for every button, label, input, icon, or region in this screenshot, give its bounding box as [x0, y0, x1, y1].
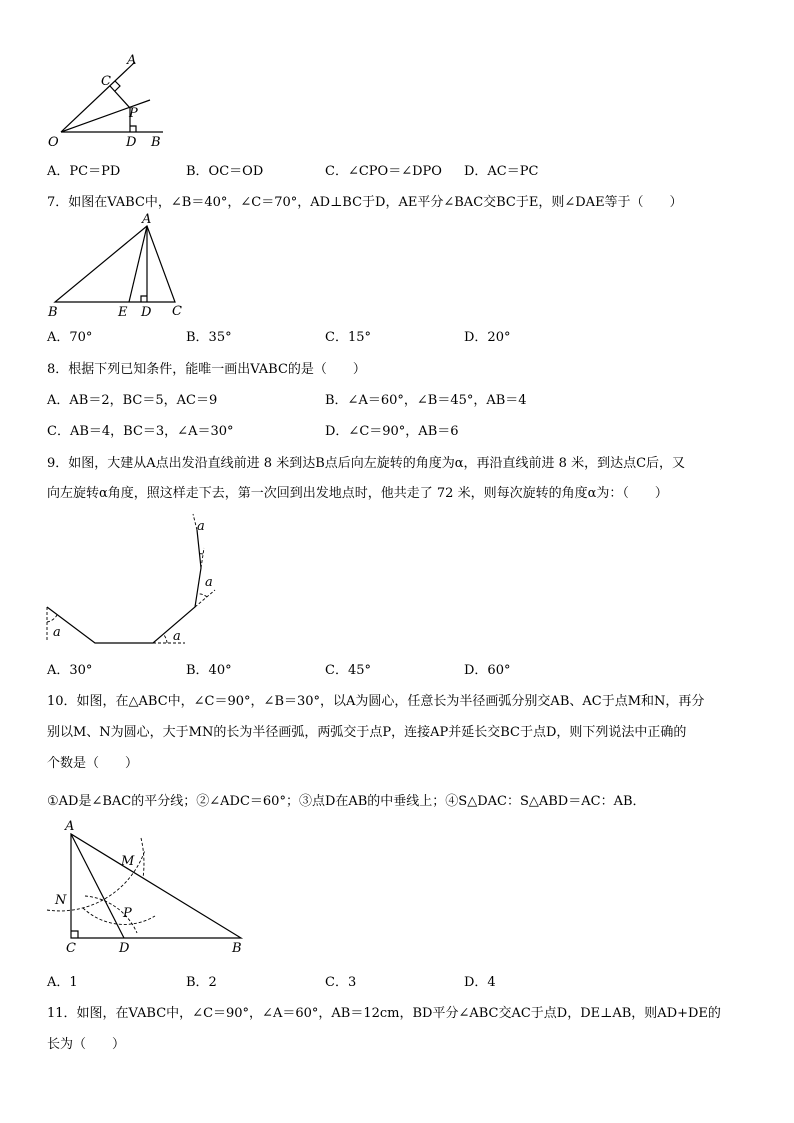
q6-label-c: C — [101, 74, 111, 89]
q10-label-p: P — [123, 906, 132, 921]
q10-option-d[interactable]: D．4 — [464, 975, 496, 990]
q8-option-a[interactable]: A．AB＝2，BC＝5，AC＝9 — [47, 393, 218, 408]
q9-option-c[interactable]: C．45° — [325, 663, 371, 678]
q10-label-m: M — [121, 854, 135, 869]
q9-option-d[interactable]: D．60° — [464, 663, 511, 678]
q6-label-o: O — [48, 135, 59, 150]
q9-figure — [45, 512, 245, 652]
q9-option-a[interactable]: A．30° — [47, 663, 93, 678]
q7-option-c[interactable]: C．15° — [325, 330, 371, 345]
q8-option-c[interactable]: C．AB＝4，BC＝3，∠A＝30° — [47, 424, 234, 439]
q10-label-d: D — [119, 941, 130, 956]
q10-label-a: A — [65, 819, 75, 834]
q10-stem-line3: 个数是（ ） — [47, 756, 139, 771]
q7-label-a: A — [142, 212, 152, 227]
q6-label-a: A — [127, 53, 137, 68]
q10-statements: ①AD是∠BAC的平分线；②∠ADC＝60°；③点D在AB的中垂线上；④S△DAC：S△ABD＝AC：AB． — [47, 794, 646, 809]
q8-stem: 8．根据下列已知条件，能唯一画出VABC的是（ ） — [47, 362, 366, 377]
q6-option-d[interactable]: D．AC＝PC — [464, 164, 539, 179]
q11-stem-line2: 长为（ ） — [47, 1037, 126, 1052]
q9-label-alpha-3: a — [205, 575, 213, 590]
q10-option-b[interactable]: B．2 — [186, 975, 217, 990]
q9-label-alpha-2: a — [173, 629, 181, 644]
q10-stem-line1: 10．如图，在△ABC中，∠C＝90°，∠B＝30°，以A为圆心，任意长为半径画弧分别交AB、AC于点M和N，再分 — [47, 694, 705, 709]
q6-option-c[interactable]: C．∠CPO＝∠DPO — [325, 164, 442, 179]
q9-label-alpha-4: a — [197, 519, 205, 534]
q7-label-e: E — [118, 305, 128, 320]
q6-option-b[interactable]: B．OC＝OD — [186, 164, 264, 179]
q10-label-n: N — [55, 893, 67, 908]
q10-stem-line2: 别以M、N为圆心，大于MN的长为半径画弧，两弧交于点P，连接AP并延长交BC于点D，则下列说法中正确的 — [47, 725, 687, 740]
q10-label-b: B — [232, 941, 242, 956]
q10-option-c[interactable]: C．3 — [325, 975, 357, 990]
q9-stem-line2: 向左旋转α角度，照这样走下去，第一次回到出发地点时，他共走了 72 米，则每次旋转的角度α为：（ ） — [47, 486, 668, 501]
q10-label-c: C — [66, 941, 76, 956]
q7-option-b[interactable]: B．35° — [186, 330, 232, 345]
q8-option-d[interactable]: D．∠C＝90°，AB＝6 — [325, 424, 459, 439]
q8-option-b[interactable]: B．∠A＝60°，∠B＝45°，AB＝4 — [325, 393, 527, 408]
q9-label-alpha-1: a — [53, 625, 61, 640]
q6-label-b: B — [151, 135, 161, 150]
q7-option-a[interactable]: A．70° — [47, 330, 93, 345]
q11-stem-line1: 11．如图，在VABC中，∠C＝90°，∠A＝60°，AB＝12cm，BD平分∠ABC交AC于点D，DE⊥AB，则AD+DE的 — [47, 1006, 721, 1021]
q6-label-d: D — [126, 135, 137, 150]
q9-option-b[interactable]: B．40° — [186, 663, 232, 678]
q6-figure — [45, 50, 185, 150]
q7-label-b: B — [48, 305, 58, 320]
q7-label-d: D — [141, 305, 152, 320]
q10-option-a[interactable]: A．1 — [47, 975, 78, 990]
q10-figure — [45, 818, 255, 958]
q7-figure — [45, 212, 195, 322]
q7-stem: 7．如图在VABC中，∠B＝40°，∠C＝70°，AD⊥BC于D，AE平分∠BAC交BC于E，则∠DAE等于（ ） — [47, 195, 683, 210]
q6-option-a[interactable]: A．PC＝PD — [47, 164, 121, 179]
q7-option-d[interactable]: D．20° — [464, 330, 511, 345]
q6-label-p: P — [129, 106, 138, 121]
q7-label-c: C — [172, 304, 182, 319]
q9-stem-line1: 9．如图，大建从A点出发沿直线前进 8 米到达B点后向左旋转的角度为α，再沿直线前进 8 米，到达点C后，又 — [47, 456, 686, 471]
